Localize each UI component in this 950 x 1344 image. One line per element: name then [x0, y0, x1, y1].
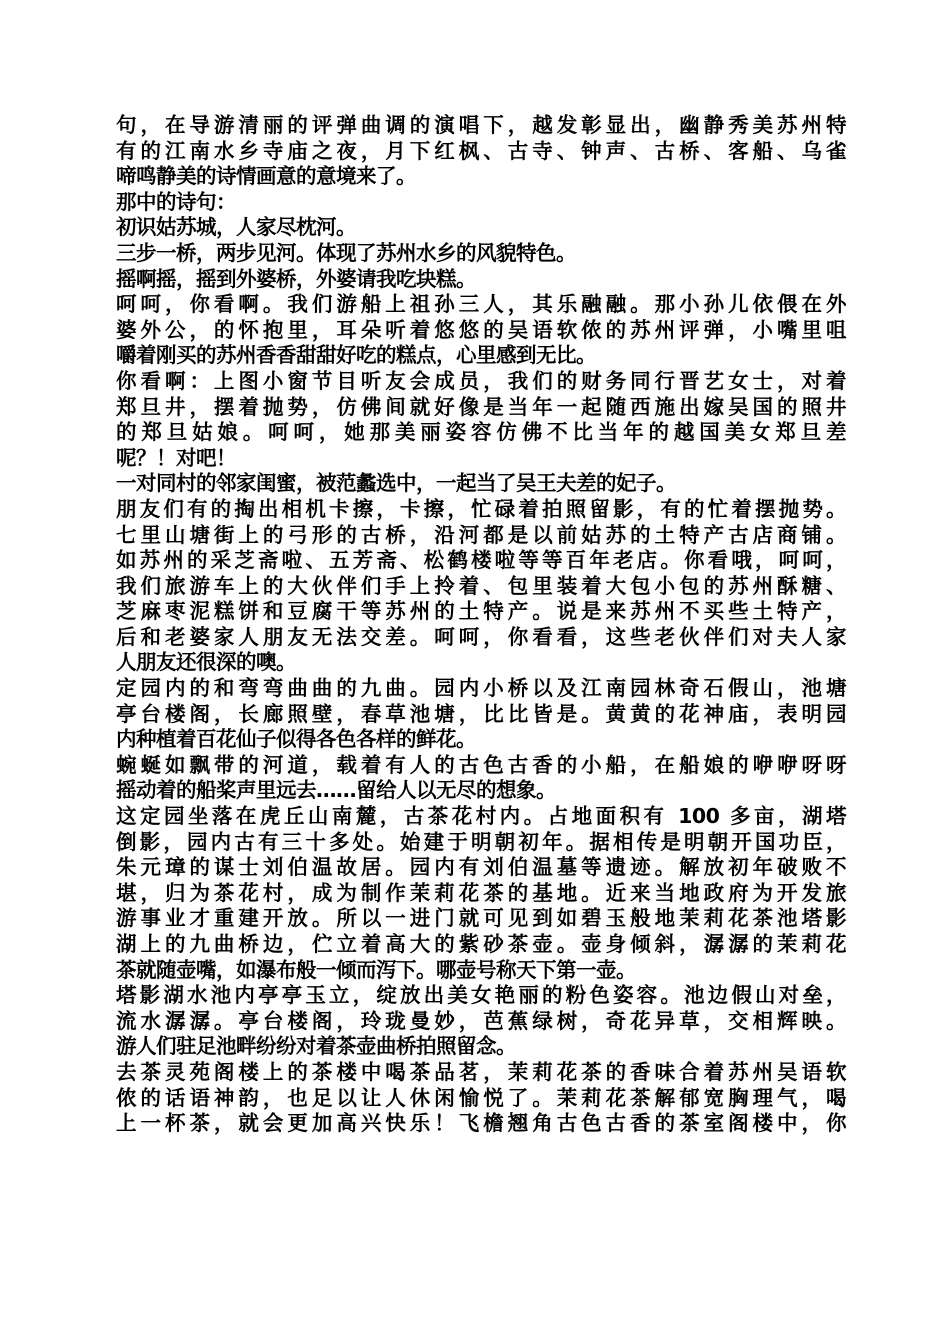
- text-line: 七里山塘街上的弓形的古桥，沿河都是以前姑苏的土特产古店商铺。: [116, 522, 846, 547]
- text-line: 句，在导游清丽的评弹曲调的演唱下，越发彰显出，幽静秀美苏州特: [116, 113, 846, 137]
- text-line: 蜿蜒如飘带的河道，载着有人的古色古香的小船，在船娘的咿咿呀呀: [116, 752, 846, 777]
- text-line: 嚼着刚买的苏州香香甜甜好吃的糕点，心里感到无比。: [116, 343, 596, 368]
- text-line: 流水潺潺。亭台楼阁，玲珑曼妙，芭蕉绿树，奇花异草，交相辉映。: [116, 1008, 846, 1033]
- text-line: 去茶灵苑阁楼上的茶楼中喝茶品茗，茉莉花茶的香味合着苏州吴语软: [116, 1059, 846, 1084]
- text-line: 摇啊摇，摇到外婆桥，外婆请我吃块糕。: [116, 266, 476, 291]
- text-line: 亭台楼阁，长廊照壁，春草池塘，比比皆是。黄黄的花神庙，表明园: [116, 701, 846, 726]
- text-line: 上一杯茶，就会更加高兴快乐！飞檐翘角古色古香的茶室阁楼中，你: [116, 1111, 846, 1136]
- text-line: 堪，归为茶花村，成为制作茉莉花茶的基地。近来当地政府为开发旅: [116, 880, 846, 905]
- text-line: 塔影湖水池内亭亭玉立，绽放出美女艳丽的粉色姿容。池边假山对垒，: [116, 983, 846, 1008]
- text-line: 那中的诗句：: [116, 189, 236, 214]
- text-line: 啼鸣静美的诗情画意的意境来了。: [116, 164, 416, 189]
- text-line: 茶就随壶嘴，如瀑布般一倾而泻下。哪壶号称天下第一壶。: [116, 957, 636, 982]
- text-line: 一对同村的邻家闺蜜，被范蠡选中，一起当了吴王夫差的妃子。: [116, 471, 676, 496]
- text-line: 侬的话语神韵，也足以让人休闲愉悦了。茉莉花茶解郁宽胸理气，喝: [116, 1085, 846, 1110]
- text-line: 如苏州的采芝斋啦、五芳斋、松鹤楼啦等等百年老店。你看哦，呵呵，: [116, 548, 846, 573]
- text-line: 呵呵，你看啊。我们游船上祖孙三人，其乐融融。那小孙儿依偎在外: [116, 292, 846, 317]
- text-line: 游人们驻足池畔纷纷对着茶壶曲桥拍照留念。: [116, 1034, 516, 1059]
- text-line: 湖上的九曲桥边，伫立着高大的紫砂茶壶。壶身倾斜，潺潺的茉莉花: [116, 932, 846, 956]
- text-line: 摇动着的船桨声里远去……留给人以无尽的想象。: [116, 778, 556, 803]
- text-line: 倒影，园内古有三十多处。始建于明朝初年。据相传是明朝开国功臣，: [116, 829, 846, 854]
- text-line: 婆外公，的怀抱里，耳朵听着悠悠的吴语软侬的苏州评弹，小嘴里咀: [116, 317, 846, 342]
- text-line: 芝麻枣泥糕饼和豆腐干等苏州的土特产。说是来苏州不买些土特产，: [116, 599, 846, 624]
- text-line: 呢？！对吧！: [116, 445, 236, 470]
- text-line: 三步一桥，两步见河。体现了苏州水乡的风貌特色。: [116, 240, 576, 265]
- text-line: 这定园坐落在虎丘山南麓，古茶花村内。占地面积有 100 多亩，湖塔: [116, 804, 846, 829]
- text-line: 你看啊：上图小窗节目听友会成员，我们的财务同行晋艺女士，对着: [116, 368, 846, 393]
- text-line: 内种植着百花仙子似得各色各样的鲜花。: [116, 727, 476, 752]
- text-line: 人朋友还很深的噢。: [116, 650, 296, 675]
- text-line: 我们旅游车上的大伙伴们手上拎着、包里装着大包小包的苏州酥糖、: [116, 573, 846, 598]
- text-line: 郑旦井，摆着抛势，仿佛间就好像是当年一起随西施出嫁吴国的照井: [116, 394, 846, 419]
- text-line: 有的江南水乡寺庙之夜，月下红枫、古寺、钟声、古桥、客船、乌雀: [116, 138, 846, 163]
- text-line: 的郑旦姑娘。呵呵，她那美丽姿容仿佛不比当年的越国美女郑旦差: [116, 420, 846, 445]
- text-line: 朱元璋的谋士刘伯温故居。园内有刘伯温墓等遗迹。解放初年破败不: [116, 855, 846, 880]
- text-line: 初识姑苏城，人家尽枕河。: [116, 215, 356, 240]
- text-line: 定园内的和弯弯曲曲的九曲。园内小桥以及江南园林奇石假山，池塘: [116, 676, 846, 701]
- document-page: [116, 113, 846, 1137]
- text-line: 游事业才重建开放。所以一进门就可见到如碧玉般地茉莉花茶池塔影: [116, 906, 846, 931]
- text-line: 后和老婆家人朋友无法交差。呵呵，你看看，这些老伙伴们对夫人家: [116, 624, 846, 649]
- text-line: 朋友们有的掏出相机卡擦，卡擦，忙碌着拍照留影，有的忙着摆抛势。: [116, 496, 846, 521]
